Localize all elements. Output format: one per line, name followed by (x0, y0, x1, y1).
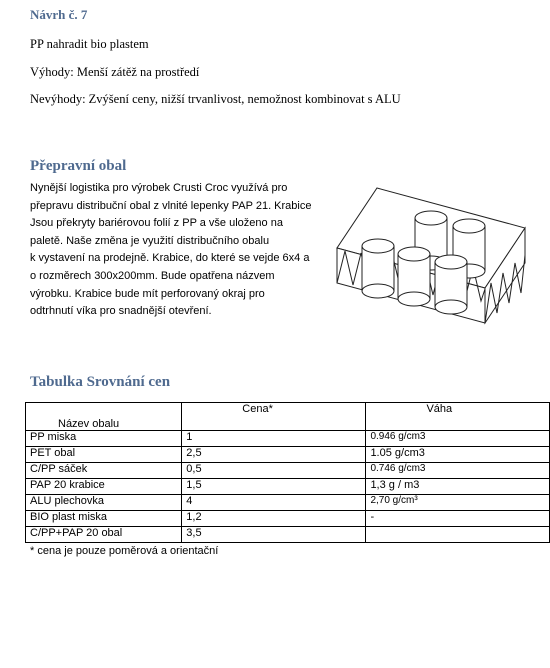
box-illustration (335, 183, 530, 333)
cell-name: PP miska (26, 431, 182, 447)
table-row (26, 527, 550, 543)
price-comparison-table (25, 402, 550, 543)
proposal-heading: Návrh č. 7 (30, 7, 88, 22)
cell-price: 1,5 (182, 479, 366, 495)
column-header-weight: Váha (366, 403, 550, 431)
shipping-package-heading: Přepravní obal (30, 158, 127, 174)
cell-name: BIO plast miska (26, 511, 182, 527)
proposal-text: PP nahradit bio plastem (30, 37, 149, 51)
cell-price: 3,5 (182, 527, 366, 543)
cell-weight (366, 527, 550, 543)
table-row (26, 447, 550, 463)
cell-weight: 1,3 g / m3 (366, 479, 550, 495)
paragraph-line: výrobku. Krabice bude mít perforovaný okraj pro (30, 287, 265, 300)
table-row (26, 479, 550, 495)
cell-price: 2,5 (182, 447, 366, 463)
paragraph-line: odtrhnutí víka pro snadnější otevření. (30, 305, 212, 318)
advantages-text: Výhody: Menší zátěž na prostředí (30, 65, 200, 79)
cell-weight: - (366, 511, 550, 527)
cell-price: 1 (182, 431, 366, 447)
cell-name: PAP 20 krabice (26, 479, 182, 495)
cell-weight: 0.746 g/cm3 (366, 463, 550, 479)
cell-name: C/PP sáček (26, 463, 182, 479)
table-row (26, 431, 550, 447)
paragraph-line: k vystavení na prodejně. Krabice, do které se vejde 6x4 a (30, 252, 310, 265)
table-row (26, 495, 550, 511)
cell-weight: 2,70 g/cm³ (366, 495, 550, 511)
cell-price: 0,5 (182, 463, 366, 479)
paragraph-line: o rozměrech 300x200mm. Bude opatřena názvem (30, 269, 275, 282)
cell-name: PET obal (26, 447, 182, 463)
paragraph-line: paletě. Naše změna je využití distribučního obalu (30, 234, 270, 247)
table-row (26, 463, 550, 479)
shipping-package-paragraph (30, 180, 330, 321)
column-header-name: Název obalu (26, 403, 182, 431)
table-row (26, 511, 550, 527)
cell-price: 1,2 (182, 511, 366, 527)
cell-weight: 1.05 g/cm3 (366, 447, 550, 463)
price-footnote: * cena je pouze poměrová a orientační (30, 545, 219, 557)
cell-name: ALU plechovka (26, 495, 182, 511)
cell-name: C/PP+PAP 20 obal (26, 527, 182, 543)
cell-price: 4 (182, 495, 366, 511)
paragraph-line: Nynější logistika pro výrobek Crusti Croc využívá pro (30, 182, 288, 194)
paragraph-line: přepravu distribuční obal z vlnité lepenky PAP 21. Krabice (30, 199, 312, 212)
column-header-price: Cena* (182, 403, 366, 431)
cell-weight: 0.946 g/cm3 (366, 431, 550, 447)
price-table-heading: Tabulka Srovnání cen (30, 374, 171, 390)
disadvantages-text: Nevýhody: Zvýšení ceny, nižší trvanlivost, nemožnost kombinovat s ALU (30, 92, 401, 106)
table-header-row (26, 403, 550, 431)
paragraph-line: Jsou překryty bariérovou folií z PP a vše uloženo na (30, 217, 283, 230)
